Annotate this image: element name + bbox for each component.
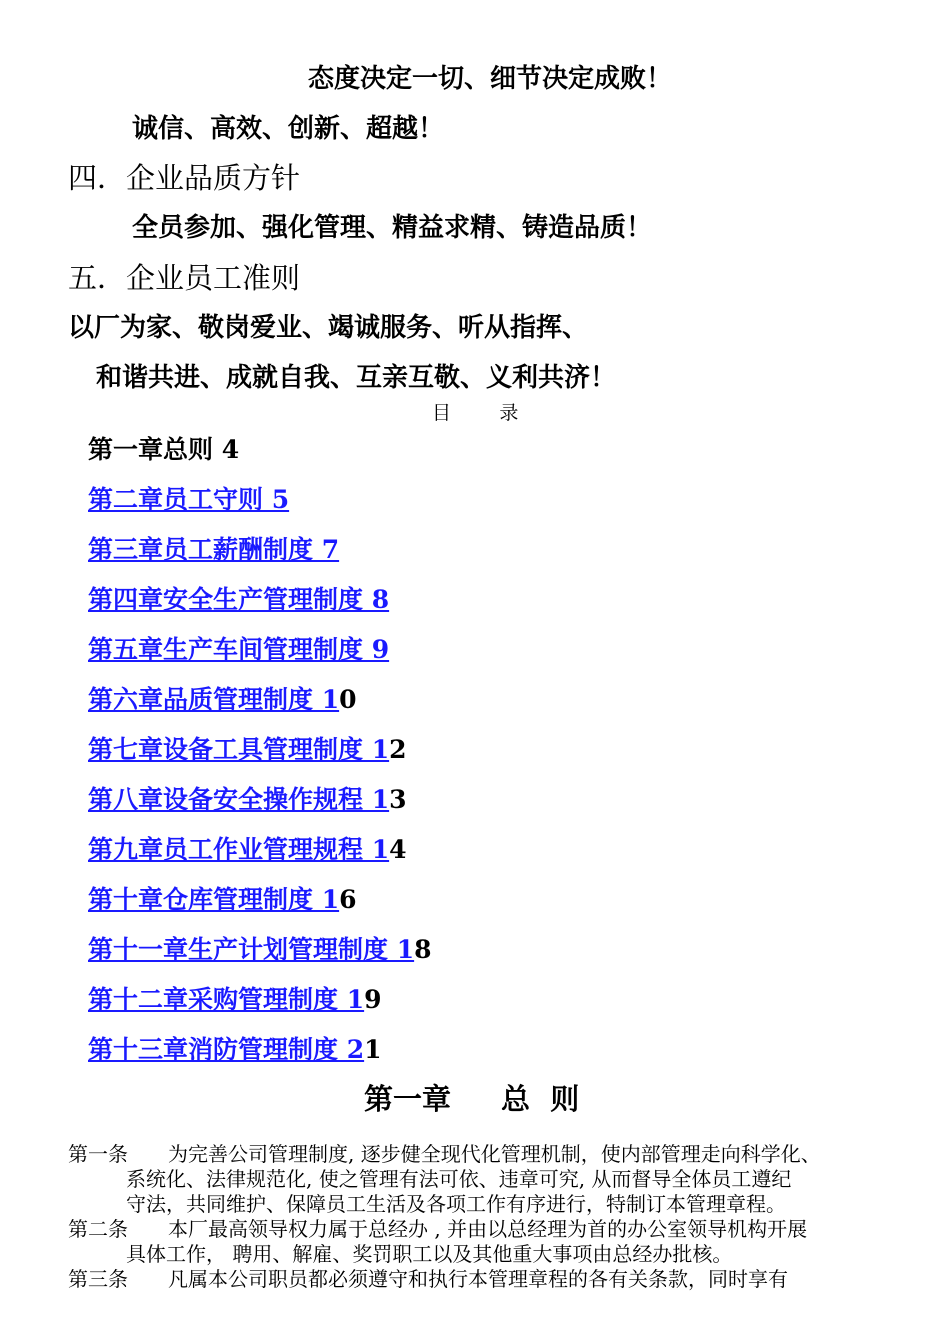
- article-1-line-2: 系统化、法律规范化, 使之管理有法可依、违章可究, 从而督导全体员工遵纪: [126, 1167, 792, 1191]
- toc-link[interactable]: 第十三章消防管理制度 2: [88, 1035, 365, 1064]
- toc-item[interactable]: [88, 680, 357, 716]
- motto-line-2: 诚信、高效、创新、超越！: [132, 114, 445, 144]
- toc-link[interactable]: 第八章设备安全操作规程 1: [88, 785, 390, 814]
- article-2: [68, 1217, 898, 1267]
- toc-page-text: 0: [339, 685, 357, 714]
- motto-line-1: 态度决定一切、细节决定成败！: [308, 64, 673, 94]
- toc-item[interactable]: [88, 880, 357, 916]
- toc-link[interactable]: 第九章员工作业管理规程 1: [88, 835, 390, 864]
- toc-link[interactable]: 第十章仓库管理制度 1: [88, 885, 340, 914]
- article-1-line-1: 为完善公司管理制度, 逐步健全现代化管理机制，使内部管理走向科学化、: [168, 1142, 821, 1166]
- section-5-number: 五．: [68, 261, 127, 295]
- toc-item[interactable]: [88, 1030, 382, 1066]
- toc-item[interactable]: [88, 480, 289, 516]
- article-3: [68, 1267, 898, 1292]
- toc-page-text: 1: [364, 1035, 382, 1064]
- toc-page-text: 2: [389, 735, 407, 764]
- article-1-label: 第一条: [68, 1142, 128, 1166]
- toc-page-text: 6: [339, 885, 357, 914]
- toc-link[interactable]: 第四章安全生产管理制度 8: [88, 585, 390, 614]
- toc-link[interactable]: 第二章员工守则 5: [88, 485, 290, 514]
- section-5-title: 企业员工准则: [126, 261, 301, 295]
- article-1-line-3: 守法，共同维护、保障员工生活及各项工作有序进行，特制订本管理章程。: [126, 1192, 786, 1216]
- toc-item[interactable]: [88, 630, 389, 666]
- toc-item[interactable]: [88, 830, 407, 866]
- article-2-label: 第二条: [68, 1217, 128, 1241]
- section-4-content: 全员参加、强化管理、精益求精、铸造品质！: [132, 213, 653, 243]
- chapter-1-heading: [364, 1077, 579, 1118]
- toc-page-text: 4: [389, 835, 407, 864]
- toc-page-text: 8: [414, 935, 432, 964]
- toc-link[interactable]: 第六章品质管理制度 1: [88, 685, 340, 714]
- toc-link[interactable]: 第十二章采购管理制度 1: [88, 985, 365, 1014]
- toc-item[interactable]: [88, 930, 432, 966]
- article-2-line-1: 本厂最高领导权力属于总经办 , 并由以总经理为首的办公室领导机构开展: [168, 1217, 808, 1241]
- toc-page-text: 3: [389, 785, 407, 814]
- article-3-line-1: 凡属本公司职员都必须遵守和执行本管理章程的各有关条款，同时享有: [168, 1267, 788, 1291]
- chapter-1-title: 总 则: [501, 1082, 580, 1116]
- toc-page-text: 第一章总则 4: [88, 435, 240, 464]
- toc-item[interactable]: [88, 730, 407, 766]
- toc-link[interactable]: 第五章生产车间管理制度 9: [88, 635, 390, 664]
- section-4-title: 企业品质方针: [126, 161, 301, 195]
- article-3-label: 第三条: [68, 1267, 128, 1291]
- toc-item[interactable]: [88, 980, 382, 1016]
- toc-item[interactable]: [88, 580, 389, 616]
- article-1: [68, 1142, 898, 1217]
- section-4-heading: [68, 156, 300, 197]
- toc-item[interactable]: [88, 530, 339, 566]
- section-5-line-1: 以厂为家、敬岗爱业、竭诚服务、听从指挥、: [68, 313, 589, 343]
- section-5-heading: [68, 256, 300, 297]
- section-5-line-2: 和谐共进、成就自我、互亲互敬、义利共济！: [96, 363, 617, 393]
- toc-link[interactable]: 第三章员工薪酬制度 7: [88, 535, 340, 564]
- article-2-line-2: 具体工作， 聘用、解雇、奖罚职工以及其他重大事项由总经办批核。: [126, 1242, 733, 1266]
- toc-item[interactable]: [88, 780, 407, 816]
- toc-link[interactable]: 第十一章生产计划管理制度 1: [88, 935, 415, 964]
- toc-link[interactable]: 第七章设备工具管理制度 1: [88, 735, 390, 764]
- toc-page-text: 9: [364, 985, 382, 1014]
- section-4-number: 四．: [68, 161, 127, 195]
- toc-title: 目 录: [432, 402, 519, 424]
- chapter-1-label: 第一章: [364, 1082, 452, 1116]
- toc-item: [88, 430, 239, 466]
